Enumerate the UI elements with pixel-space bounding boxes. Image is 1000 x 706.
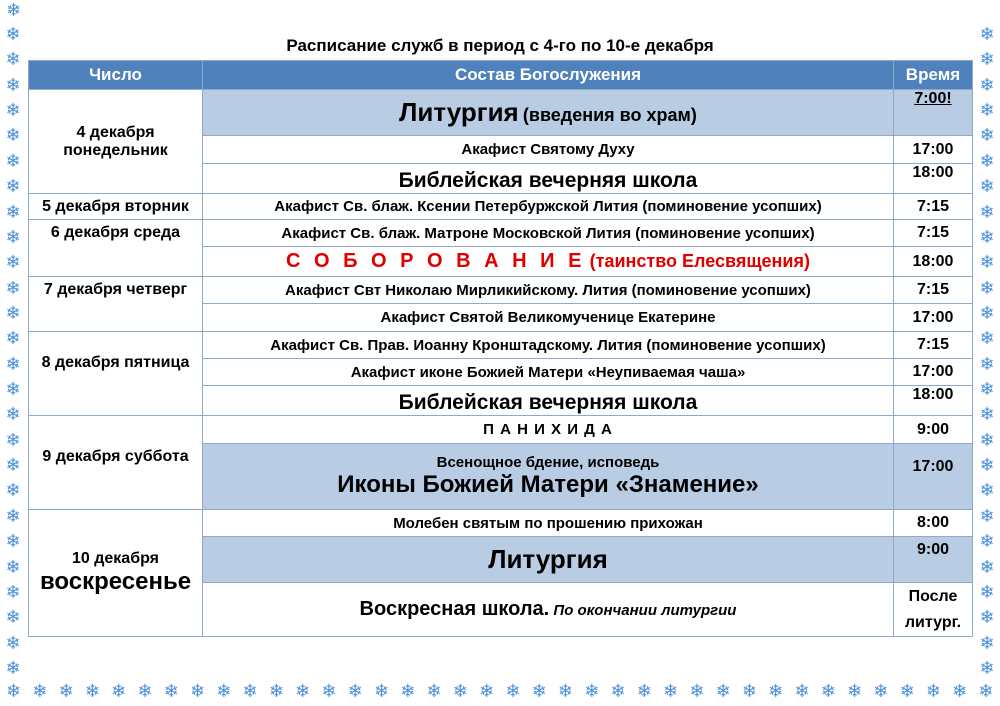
snowflake-icon: ❄ bbox=[347, 681, 363, 702]
date-line: понедельник bbox=[63, 141, 168, 159]
snowflake-icon: ❄ bbox=[6, 681, 22, 702]
service-cell: Акафист Св. Прав. Иоанну Кронштадскому. Лития (поминовение усопших) bbox=[203, 332, 894, 359]
snowflake-icon: ❄ bbox=[5, 581, 21, 603]
snowflake-icon: ❄ bbox=[5, 531, 21, 553]
time-cell: 7:15 bbox=[894, 332, 973, 359]
service-note: По окончании литургии bbox=[553, 602, 737, 619]
page-title: Расписание служб в период с 4-го по 10-е декабря bbox=[286, 36, 714, 55]
snowflake-icon: ❄ bbox=[979, 480, 995, 502]
snowflake-icon: ❄ bbox=[32, 681, 48, 702]
border-right bbox=[974, 24, 1000, 680]
snowflake-icon: ❄ bbox=[5, 201, 21, 223]
snowflake-icon: ❄ bbox=[978, 681, 994, 702]
snowflake-icon: ❄ bbox=[531, 681, 547, 702]
snowflake-icon: ❄ bbox=[979, 100, 995, 122]
snowflake-icon: ❄ bbox=[979, 556, 995, 578]
header-service: Состав Богослужения bbox=[203, 61, 894, 90]
snowflake-icon: ❄ bbox=[979, 632, 995, 654]
snowflake-icon: ❄ bbox=[979, 176, 995, 198]
snowflake-icon: ❄ bbox=[268, 681, 284, 702]
service-cell: Молебен святым по прошению прихожан bbox=[203, 510, 894, 537]
header-date: Число bbox=[29, 61, 203, 90]
border-left bbox=[0, 24, 26, 680]
snowflake-icon: ❄ bbox=[5, 404, 21, 426]
time-cell: 18:00 bbox=[894, 247, 973, 277]
snowflake-icon: ❄ bbox=[6, 0, 22, 21]
snowflake-icon: ❄ bbox=[979, 657, 995, 679]
time-cell: 17:00 bbox=[894, 304, 973, 332]
snowflake-icon: ❄ bbox=[5, 24, 21, 45]
snowflake-icon: ❄ bbox=[5, 74, 21, 96]
time-cell: 7:15 bbox=[894, 194, 973, 220]
table-row bbox=[29, 90, 973, 136]
service-note: Иконы Божией Матери «Знамение» bbox=[337, 471, 759, 498]
day-date: 7 декабря четверг bbox=[29, 277, 203, 332]
table-row bbox=[29, 416, 973, 444]
snowflake-icon: ❄ bbox=[979, 607, 995, 629]
time-cell: 7:00! bbox=[894, 90, 973, 136]
time-line: литург. bbox=[904, 613, 962, 631]
snowflake-icon: ❄ bbox=[5, 252, 21, 274]
service-cell: Акафист иконе Божией Матери «Неупиваемая чаша» bbox=[203, 359, 894, 386]
snowflake-icon: ❄ bbox=[979, 49, 995, 71]
snowflake-icon: ❄ bbox=[979, 125, 995, 147]
snowflake-icon: ❄ bbox=[400, 681, 416, 702]
snowflake-icon: ❄ bbox=[979, 404, 995, 426]
snowflake-icon: ❄ bbox=[5, 328, 21, 350]
service-cell bbox=[203, 583, 894, 637]
schedule-table bbox=[28, 60, 973, 637]
service-title: Литургия bbox=[399, 97, 519, 127]
snowflake-icon: ❄ bbox=[426, 681, 442, 702]
snowflake-icon: ❄ bbox=[5, 176, 21, 198]
snowflake-icon: ❄ bbox=[979, 201, 995, 223]
snowflake-icon: ❄ bbox=[979, 353, 995, 375]
snowflake-icon: ❄ bbox=[636, 681, 652, 702]
snowflake-icon: ❄ bbox=[5, 302, 21, 324]
header-time: Время bbox=[894, 61, 973, 90]
snowflake-icon: ❄ bbox=[899, 681, 915, 702]
snowflake-icon: ❄ bbox=[5, 632, 21, 654]
table-row bbox=[29, 332, 973, 359]
snowflake-icon: ❄ bbox=[5, 100, 21, 122]
table-row bbox=[29, 220, 973, 247]
snowflake-icon: ❄ bbox=[979, 328, 995, 350]
service-title: С О Б О Р О В А Н И Е bbox=[286, 250, 586, 272]
snowflake-icon: ❄ bbox=[5, 226, 21, 248]
snowflake-icon: ❄ bbox=[163, 681, 179, 702]
time-line: После bbox=[908, 587, 958, 605]
date-line: 10 декабря bbox=[72, 550, 159, 567]
table-row bbox=[29, 194, 973, 220]
date-line: 4 декабря bbox=[76, 123, 155, 141]
snowflake-icon: ❄ bbox=[979, 74, 995, 96]
snowflake-icon: ❄ bbox=[584, 681, 600, 702]
time-cell: 9:00 bbox=[894, 416, 973, 444]
time-cell: 9:00 bbox=[894, 537, 973, 583]
snowflake-icon: ❄ bbox=[979, 455, 995, 477]
snowflake-icon: ❄ bbox=[979, 277, 995, 299]
service-title: Всенощное бдение, исповедь bbox=[436, 454, 660, 471]
service-cell: Литургия bbox=[203, 537, 894, 583]
snowflake-icon: ❄ bbox=[925, 681, 941, 702]
snowflake-icon: ❄ bbox=[820, 681, 836, 702]
service-cell: Акафист Святой Великомученице Екатерине bbox=[203, 304, 894, 332]
time-cell: 17:00 bbox=[894, 359, 973, 386]
snowflake-icon: ❄ bbox=[5, 505, 21, 527]
snowflake-icon: ❄ bbox=[5, 480, 21, 502]
service-cell: Акафист Св. блаж. Ксении Петербуржской Лития (поминовение усопших) bbox=[203, 194, 894, 220]
snowflake-icon: ❄ bbox=[741, 681, 757, 702]
snowflake-icon: ❄ bbox=[5, 277, 21, 299]
snowflake-icon: ❄ bbox=[5, 125, 21, 147]
snowflake-icon: ❄ bbox=[189, 681, 206, 702]
snowflake-icon: ❄ bbox=[373, 681, 390, 702]
snowflake-icon: ❄ bbox=[715, 681, 731, 702]
snowflake-icon: ❄ bbox=[873, 681, 889, 702]
snowflake-icon: ❄ bbox=[295, 681, 311, 702]
service-cell bbox=[203, 247, 894, 277]
snowflake-icon: ❄ bbox=[5, 556, 21, 578]
time-cell bbox=[894, 583, 973, 637]
snowflake-icon: ❄ bbox=[979, 505, 995, 527]
service-cell bbox=[203, 90, 894, 136]
service-cell: Акафист Святому Духу bbox=[203, 136, 894, 164]
service-cell: Акафист Свт Николаю Мирликийскому. Лития (поминовение усопших) bbox=[203, 277, 894, 304]
snowflake-icon: ❄ bbox=[5, 455, 21, 477]
snowflake-icon: ❄ bbox=[979, 252, 995, 274]
snowflake-icon: ❄ bbox=[979, 429, 995, 451]
time-cell: 18:00 bbox=[894, 386, 973, 416]
time-cell: 18:00 bbox=[894, 164, 973, 194]
snowflake-icon: ❄ bbox=[5, 379, 21, 401]
snowflake-icon: ❄ bbox=[952, 681, 968, 702]
day-date: 6 декабря среда bbox=[29, 220, 203, 277]
service-cell: Библейская вечерняя школа bbox=[203, 386, 894, 416]
snowflake-icon: ❄ bbox=[5, 353, 21, 375]
time-cell: 17:00 bbox=[894, 444, 973, 510]
service-cell: П А Н И Х И Д А bbox=[203, 416, 894, 444]
snowflake-icon: ❄ bbox=[216, 681, 232, 702]
snowflake-icon: ❄ bbox=[505, 681, 521, 702]
snowflake-icon: ❄ bbox=[979, 581, 995, 603]
service-note: (таинство Елесвящения) bbox=[589, 251, 810, 271]
day-date: 5 декабря вторник bbox=[29, 194, 203, 220]
snowflake-icon: ❄ bbox=[610, 681, 626, 702]
snowflake-icon: ❄ bbox=[452, 681, 468, 702]
snowflake-icon: ❄ bbox=[689, 681, 705, 702]
time-cell: 8:00 bbox=[894, 510, 973, 537]
snowflake-icon: ❄ bbox=[979, 379, 995, 401]
service-title: Воскресная школа. bbox=[359, 598, 550, 620]
snowflake-icon: ❄ bbox=[5, 429, 21, 451]
snowflake-icon: ❄ bbox=[84, 681, 100, 702]
snowflake-icon: ❄ bbox=[557, 681, 573, 702]
snowflake-icon: ❄ bbox=[979, 24, 995, 45]
date-line: воскресенье bbox=[39, 568, 192, 595]
snowflake-icon: ❄ bbox=[5, 49, 21, 71]
snowflake-icon: ❄ bbox=[979, 150, 995, 172]
snowflake-icon: ❄ bbox=[979, 302, 995, 324]
snowflake-icon: ❄ bbox=[111, 681, 127, 702]
header-row bbox=[29, 61, 973, 90]
snowflake-icon: ❄ bbox=[979, 531, 995, 553]
border-bottom bbox=[0, 680, 1000, 706]
snowflake-icon: ❄ bbox=[794, 681, 810, 702]
snowflake-icon: ❄ bbox=[768, 681, 784, 702]
time-cell: 7:15 bbox=[894, 220, 973, 247]
service-cell: Акафист Св. блаж. Матроне Московской Лития (поминовение усопших) bbox=[203, 220, 894, 247]
snowflake-icon: ❄ bbox=[479, 681, 495, 702]
border-top bbox=[0, 0, 1000, 24]
service-note: (введения во храм) bbox=[522, 105, 697, 125]
snowflake-icon: ❄ bbox=[5, 607, 21, 629]
service-cell: Библейская вечерняя школа bbox=[203, 164, 894, 194]
day-date: 8 декабря пятница bbox=[29, 332, 203, 416]
snowflake-icon: ❄ bbox=[137, 681, 153, 702]
snowflake-icon: ❄ bbox=[321, 681, 337, 702]
service-cell bbox=[203, 444, 894, 510]
snowflake-icon: ❄ bbox=[5, 657, 21, 679]
snowflake-icon: ❄ bbox=[663, 681, 679, 702]
snowflake-icon: ❄ bbox=[979, 226, 995, 248]
table-row bbox=[29, 277, 973, 304]
day-date bbox=[29, 510, 203, 637]
snowflake-icon: ❄ bbox=[5, 150, 21, 172]
snowflake-icon: ❄ bbox=[58, 681, 74, 702]
time-cell: 7:15 bbox=[894, 277, 973, 304]
table-row bbox=[29, 510, 973, 537]
snowflake-icon: ❄ bbox=[847, 681, 863, 702]
day-date: 9 декабря суббота bbox=[29, 416, 203, 510]
snowflake-icon: ❄ bbox=[242, 681, 258, 702]
day-date bbox=[29, 90, 203, 194]
time-cell: 17:00 bbox=[894, 136, 973, 164]
